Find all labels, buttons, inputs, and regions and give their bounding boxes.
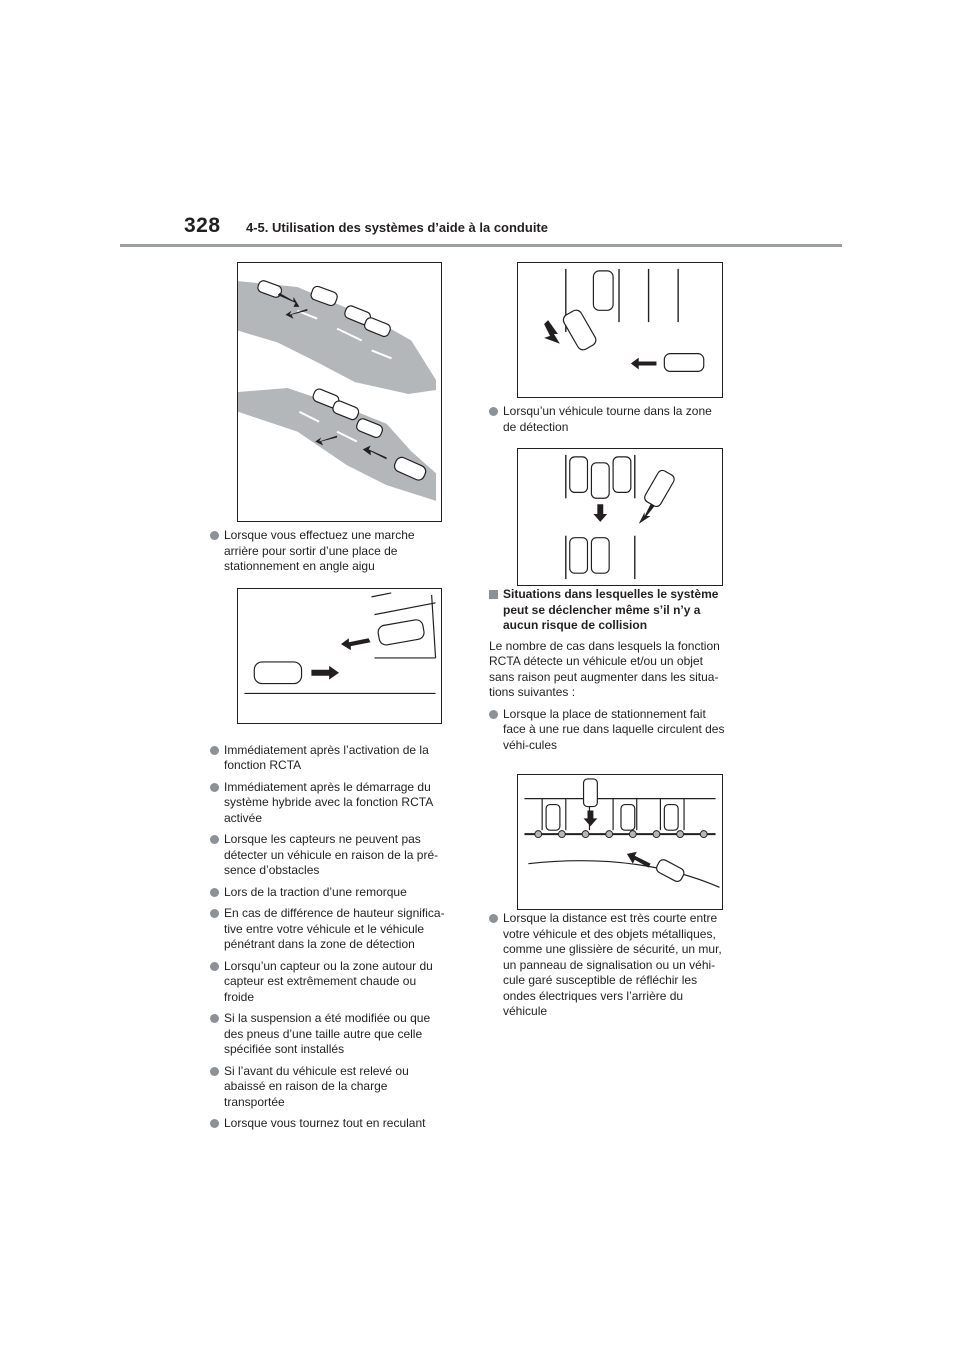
bullet-item — [210, 1116, 448, 1132]
bullet-item — [210, 832, 448, 879]
right-column — [489, 404, 727, 1026]
bullet-dot — [210, 1119, 219, 1128]
bullet-text: En cas de différence de hauteur significa-tive entre votre véhicule et le véhicule pénétrant dans la zone de détection — [224, 906, 445, 951]
bullet-dot — [210, 888, 219, 897]
bullet-turning-vehicle — [489, 404, 727, 435]
header-rule — [120, 244, 842, 247]
bullet-text: Lorsque les capteurs ne peuvent pas détecter un véhicule en raison de la pré-sence d’obstacles — [224, 832, 439, 877]
bullet-text: Immédiatement après l’activation de la fonction RCTA — [224, 742, 429, 772]
bullet-text: Si la suspension a été modifiée ou que des pneus d’une taille autre que celle spécifiée sont installés — [224, 1011, 431, 1056]
spacer — [489, 441, 727, 587]
bullet-item — [210, 1064, 448, 1111]
bullet-text: Lorsque vous tournez tout en reculant — [224, 1116, 426, 1130]
bullet-text: Lorsque la distance est très courte entre votre véhicule et des objets métalliques, comme une glissière de sécurité, un mur, un panneau de signalisation ou un véhi-cule garé susceptible de réfléchir les ondes électriques vers l’arrière du véhicule — [503, 911, 722, 1018]
bullet-street-facing — [489, 707, 727, 754]
bullet-item — [210, 906, 448, 953]
bullet-text: Lorsqu’un véhicule tourne dans la zone de détection — [503, 404, 712, 434]
bullet-text: Lors de la traction d’une remorque — [224, 884, 407, 899]
section-subheading — [489, 587, 727, 634]
section-paragraph: Le nombre de cas dans lesquels la fonction RCTA détecte un véhicule et/ou un objet sans raison peut augmenter dans les situa-tions suivantes : — [489, 638, 720, 699]
bullet-metal-objects — [489, 911, 727, 1020]
bullet-dot — [210, 1067, 219, 1076]
bullet-item — [210, 1011, 448, 1058]
angled-parking-illustration — [238, 263, 441, 521]
turning-vehicle-illustration — [518, 263, 722, 397]
spacer — [210, 581, 448, 743]
subheading-square — [489, 590, 498, 599]
bullet-dot — [489, 407, 498, 416]
section-title: 4-5. Utilisation des systèmes d’aide à la conduite — [246, 220, 548, 235]
bullet-item — [210, 780, 448, 827]
page-number: 328 — [184, 214, 221, 237]
subheading-text: Situations dans lesquelles le système peut se déclencher même s’il n’y a aucun risque de collision — [503, 587, 719, 632]
bullet-dot — [210, 746, 219, 755]
bullet-item — [210, 885, 448, 901]
bullet-dot — [210, 1014, 219, 1023]
bullet-dot — [210, 783, 219, 792]
bullet-dot — [489, 914, 498, 923]
bullet-dot — [210, 909, 219, 918]
bullet-text: Lorsqu’un capteur ou la zone autour du capteur est extrêmement chaude ou froide — [224, 958, 433, 1004]
bullet-text: Immédiatement après le démarrage du système hybride avec la fonction RCTA activée — [224, 779, 433, 825]
bullet-angled-parking — [210, 528, 448, 575]
bullet-dot — [489, 710, 498, 719]
bullet-text: Si l’avant du véhicule est relevé ou abaissé en raison de la charge transportée — [224, 1063, 409, 1109]
bullet-dot — [210, 835, 219, 844]
bullet-item — [210, 959, 448, 1006]
bullet-text: Lorsque la place de stationnement fait face à une rue dans laquelle circulent des véhi-cules — [503, 706, 725, 752]
figure-turning-vehicle — [517, 262, 723, 398]
figure-angled-parking — [237, 262, 442, 522]
spacer — [489, 759, 727, 911]
bullet-text: Lorsque vous effectuez une marche arrière pour sortir d’une place de stationnement en angle aigu — [224, 528, 415, 573]
bullet-item — [210, 743, 448, 774]
bullet-dot — [210, 531, 219, 540]
left-column — [210, 528, 448, 1138]
bullet-dot — [210, 962, 219, 971]
